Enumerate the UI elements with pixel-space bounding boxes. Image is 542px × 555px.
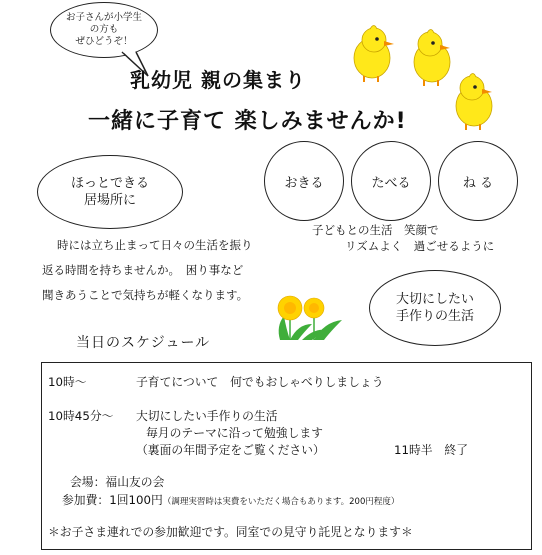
intro-line-1: 時には立ち止まって日々の生活を振り <box>57 238 253 252</box>
fee <box>62 491 399 508</box>
circle-neru: ね る <box>438 141 518 221</box>
circle-okiru: おきる <box>264 141 344 221</box>
intro-line-2: 返る時間を持ちませんか。 困り事など <box>42 263 244 277</box>
title-line-2: 一緒に子育て 楽しみませんか! <box>88 109 407 134</box>
schedule-box <box>41 362 532 550</box>
fee-note: （調理実習時は実費をいただく場合もあります。200円程度） <box>162 497 400 507</box>
row2-sub-2: （裏面の年間予定をご覧ください） <box>136 443 325 457</box>
hotto-line-1: ほっとできる <box>70 176 149 191</box>
row2-text: 大切にしたい手作りの生活 <box>136 409 278 423</box>
dandelion-icon-2 <box>304 298 324 318</box>
schedule-heading: 当日のスケジュール <box>76 335 211 351</box>
speech-line-2: の方も <box>89 24 119 35</box>
taisetsu-line-2: 手作りの生活 <box>395 309 474 324</box>
title-line-1: 乳幼児 親の集まり <box>130 68 306 92</box>
hotto-line-2: 居場所に <box>83 193 136 208</box>
hotto-ellipse <box>37 155 183 229</box>
dandelion-illustration <box>268 294 368 344</box>
chick-icon-1 <box>354 26 394 83</box>
taisetsu-ellipse <box>369 270 501 346</box>
circles-caption-2: リズムよく 過ごせるように <box>345 239 495 253</box>
intro-line-3: 聞きあうことで気持ちが軽くなります。 <box>42 288 249 302</box>
dandelion-icon-1 <box>278 296 302 320</box>
circle-taberu: たべる <box>351 141 431 221</box>
chick-icon-3 <box>456 74 492 131</box>
taisetsu-line-1: 大切にしたい <box>395 292 474 307</box>
fee-label: 参加費：1回100円 <box>62 493 163 507</box>
row1-text: 子育てについて 何でもおしゃべりしましょう <box>136 375 384 389</box>
venue: 会場：福山友の会 <box>70 475 165 489</box>
row1-time: 10時～ <box>48 375 87 389</box>
row2-end: 11時半 終了 <box>394 443 468 457</box>
row2-sub-1: 毎月のテーマに沿って勉強します <box>146 426 323 440</box>
speech-line-3: ぜひどうぞ！ <box>75 36 133 47</box>
circles-caption-1: 子どもとの生活 笑顔で <box>312 223 439 237</box>
speech-line-1: お子さんが小学生 <box>65 12 142 23</box>
chick-icon-2 <box>414 30 450 87</box>
schedule-footer: ＊お子さま連れでの参加歓迎です。同室での見守り託児となります＊ <box>48 525 413 539</box>
row2-time: 10時45分～ <box>48 409 114 423</box>
